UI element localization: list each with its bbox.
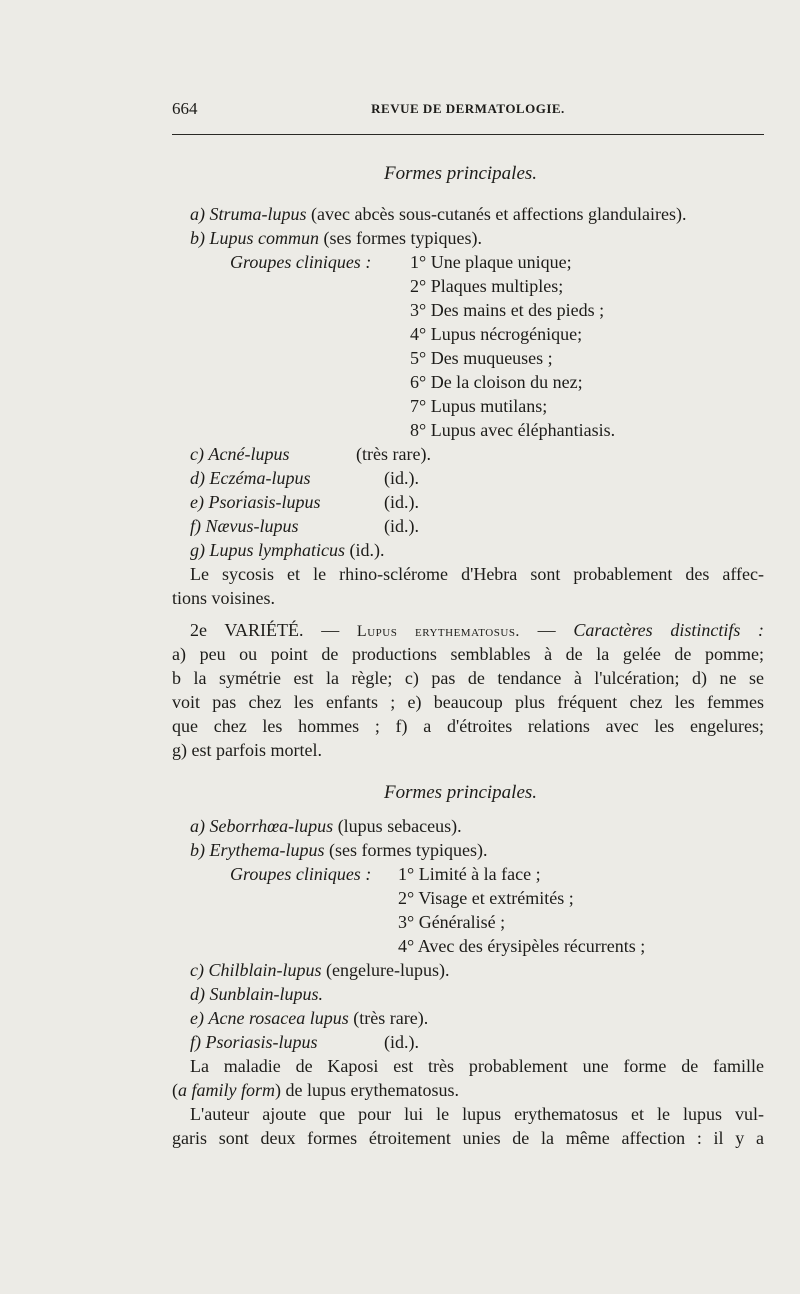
section-heading: Formes principales.	[384, 163, 538, 184]
group-item: 3° Généralisé ;	[398, 912, 506, 932]
page-number: 664	[172, 99, 198, 118]
paragraph-line: garis sont deux formes étroitement unies de la même affection : il y a	[172, 1128, 764, 1148]
running-head: REVUE DE DERMATOLOGIE.	[371, 101, 565, 116]
paragraph-line: b la symétrie est la règle; c) pas de tendance à l'ulcération; d) ne se	[172, 668, 764, 688]
group-item: 8° Lupus avec éléphantiasis.	[410, 420, 616, 440]
entry-f-note: (id.).	[384, 1032, 419, 1052]
entry-f: f) Psoriasis-lupus	[190, 1032, 318, 1052]
entry-f: f) Nævus-lupus	[190, 516, 299, 536]
variety-heading: 2e VARIÉTÉ. — Lupus erythematosus. — Caractères distinctifs :	[190, 620, 765, 640]
entry-e: e) Acne rosacea lupus (très rare).	[190, 1008, 429, 1028]
paragraph-line: que chez les hommes ; f) a d'étroites relations avec les engelures;	[172, 716, 764, 736]
group-item: 1° Limité à la face ;	[398, 864, 541, 884]
entry-g: g) Lupus lymphaticus (id.).	[190, 540, 385, 560]
group-item: 5° Des muqueuses ;	[410, 348, 553, 368]
entry-d: d) Eczéma-lupus	[190, 468, 311, 488]
entry-d: d) Sunblain-lupus.	[190, 984, 324, 1004]
group-item: 6° De la cloison du nez;	[410, 372, 583, 392]
paragraph-line: tions voisines.	[172, 588, 276, 608]
group-item: 2° Visage et extrémités ;	[398, 888, 574, 908]
entry-c: c) Acné-lupus	[190, 444, 290, 464]
section-heading: Formes principales.	[384, 782, 538, 803]
group-item: 7° Lupus mutilans;	[410, 396, 548, 416]
paragraph-line: voit pas chez les enfants ; e) beaucoup plus fréquent chez les femmes	[172, 692, 764, 712]
entry-a: a) Struma-lupus (avec abcès sous-cutanés et affections glandulaires).	[190, 204, 687, 224]
clinical-groups-label: Groupes cliniques :	[230, 864, 372, 884]
header-rule	[172, 134, 764, 135]
group-item: 2° Plaques multiples;	[410, 276, 564, 296]
clinical-groups-label: Groupes cliniques :	[230, 252, 372, 272]
paragraph-line: g) est parfois mortel.	[172, 740, 322, 760]
group-item: 1° Une plaque unique;	[410, 252, 572, 272]
entry-f-note: (id.).	[384, 516, 419, 536]
entry-a: a) Seborrhœa-lupus (lupus sebaceus).	[190, 816, 462, 836]
group-item: 3° Des mains et des pieds ;	[410, 300, 605, 320]
paragraph-line: (a family form) de lupus erythematosus.	[172, 1080, 459, 1100]
paragraph-line: Le sycosis et le rhino-sclérome d'Hebra sont probablement des affec-	[190, 564, 764, 584]
entry-d-note: (id.).	[384, 468, 419, 488]
entry-e-note: (id.).	[384, 492, 419, 512]
entry-e: e) Psoriasis-lupus	[190, 492, 321, 512]
group-item: 4° Lupus nécrogénique;	[410, 324, 583, 344]
entry-c-note: (très rare).	[356, 444, 431, 464]
entry-b: b) Lupus commun (ses formes typiques).	[190, 228, 482, 248]
page-header	[172, 99, 764, 121]
entry-c: c) Chilblain-lupus (engelure-lupus).	[190, 960, 450, 980]
paragraph-line: L'auteur ajoute que pour lui le lupus erythematosus et le lupus vul-	[190, 1104, 764, 1124]
entry-b: b) Erythema-lupus (ses formes typiques).	[190, 840, 488, 860]
group-item: 4° Avec des érysipèles récurrents ;	[398, 936, 646, 956]
paragraph-line: La maladie de Kaposi est très probablement une forme de famille	[190, 1056, 764, 1076]
paragraph-line: a) peu ou point de productions semblables à de la gelée de pomme;	[172, 644, 764, 664]
